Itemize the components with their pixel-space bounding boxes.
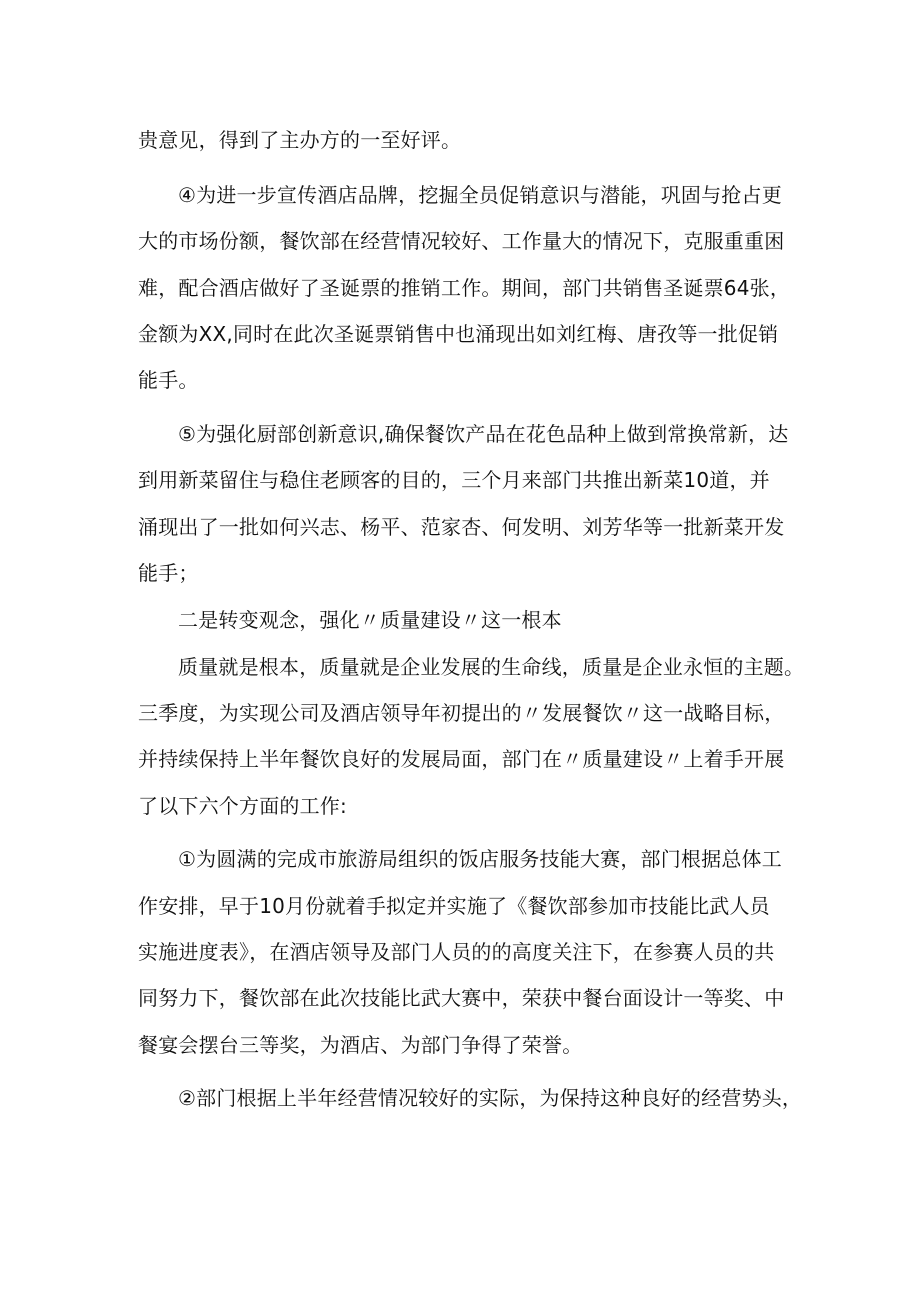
text-line: 作安排，早于10月份就着手拟定并实施了《餐饮部参加市技能比武人员: [138, 894, 770, 918]
text-line: 三季度，为实现公司及酒店领导年初提出的〃发展餐饮〃这一战略目标，: [138, 701, 785, 725]
text-line: 涌现出了一批如何兴志、杨平、范家杏、何发明、刘芳华等一批新菜开发: [138, 515, 785, 539]
text-line: 餐宴会摆台三等奖，为酒店、为部门争得了荣誉。: [138, 1033, 583, 1057]
text-line: 质量就是根本，质量就是企业发展的生命线，质量是企业永恒的主题。: [178, 655, 805, 679]
text-line: 了以下六个方面的工作:: [138, 794, 347, 818]
text-line: 金额为XX,同时在此次圣诞票销售中也涌现出如刘红梅、唐孜等一批促销: [138, 322, 779, 346]
text-line: ⑤为强化厨部创新意识,确保餐饮产品在花色品种上做到常换常新，达: [178, 422, 789, 446]
text-line: 能手；: [138, 561, 199, 585]
text-line: ②部门根据上半年经营情况较好的实际，为保持这种良好的经营势头，: [178, 1086, 803, 1110]
text-line: 实施进度表》，在酒店领导及部门人员的的高度关注下，在参赛人员的共: [138, 940, 775, 964]
text-line: 大的市场份额，餐饮部在经营情况较好、工作量大的情况下，克服重重困: [138, 229, 785, 253]
text-line: 能手。: [138, 368, 199, 392]
text-line: 难，配合酒店做好了圣诞票的推销工作。期间，部门共销售圣诞票64张，: [138, 276, 791, 300]
text-line: 到用新菜留住与稳住老顾客的目的，三个月来部门共推出新菜10道，并: [138, 468, 770, 492]
text-line: ①为圆满的完成市旅游局组织的饭店服务技能大赛，部门根据总体工: [178, 847, 782, 871]
section-heading: 二是转变观念，强化〃质量建设〃这一根本: [178, 608, 562, 632]
text-line: ④为进一步宣传酒店品牌，挖掘全员促销意识与潜能，巩固与抢占更: [178, 183, 782, 207]
text-line: 贵意见，得到了主办方的一至好评。: [138, 128, 462, 152]
text-line: 同努力下，餐饮部在此次技能比武大赛中，荣获中餐台面设计一等奖、中: [138, 986, 785, 1010]
text-line: 并持续保持上半年餐饮良好的发展局面，部门在〃质量建设〃上着手开展: [138, 747, 785, 771]
